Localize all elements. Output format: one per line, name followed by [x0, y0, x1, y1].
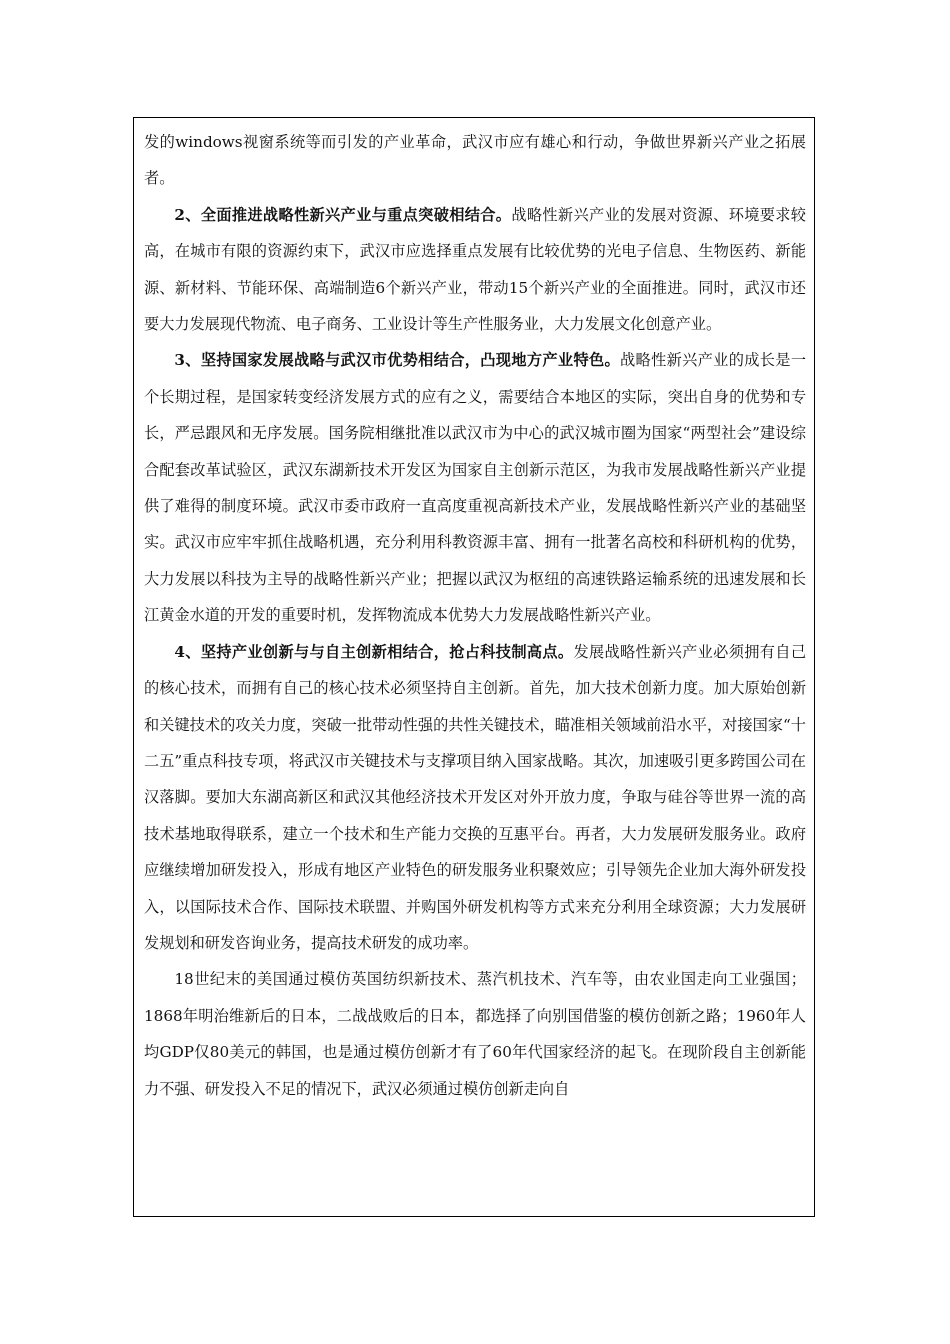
paragraph-text: 发的windows视窗系统等而引发的产业革命，武汉市应有雄心和行动，争做世界新兴产业之拓展者。 [144, 133, 806, 188]
paragraph-heading: 3、坚持国家发展战略与武汉市优势相结合，凸现地方产业特色。 [174, 351, 621, 370]
paragraph-heading: 4、坚持产业创新与与自主创新相结合，抢占科技制高点。 [174, 642, 574, 661]
document-body [144, 124, 806, 1107]
paragraph-point-4 [144, 634, 806, 962]
paragraph-text: 战略性新兴产业的发展对资源、环境要求较高，在城市有限的资源约束下，武汉市应选择重点发展有比较优势的光电子信息、生物医药、新能源、新材料、节能环保、高端制造6个新兴产业，带动15个新兴产业的全面推进。同时，武汉市还要大力发展现代物流、电子商务、工业设计等生产性服务业，大力发展文化创意产业。 [144, 205, 806, 334]
paragraph-point-3 [144, 342, 806, 633]
paragraph-point-2 [144, 197, 806, 343]
paragraph-text: 18世纪末的美国通过模仿英国纺织新技术、蒸汽机技术、汽车等，由农业国走向工业强国；1868年明治维新后的日本，二战战败后的日本，都选择了向别国借鉴的模仿创新之路；1960年人均GDP仅80美元的韩国，也是通过模仿创新才有了60年代国家经济的起飞。在现阶段自主创新能力不强、研发投入不足的情况下，武汉必须通过模仿创新走向自 [144, 970, 806, 1098]
paragraph-continuation [144, 124, 806, 197]
paragraph-text: 战略性新兴产业的成长是一个长期过程，是国家转变经济发展方式的应有之义，需要结合本地区的实际，突出自身的优势和专长，严忌跟风和无序发展。国务院相继批准以武汉市为中心的武汉城市圈为国家“两型社会”建设综合配套改革试验区，武汉东湖新技术开发区为国家自主创新示范区，为我市发展战略性新兴产业提供了难得的制度环境。武汉市委市政府一直高度重视高新技术产业，发展战略性新兴产业的基础坚实。武汉市应牢牢抓住战略机遇，充分利用科教资源丰富、拥有一批著名高校和科研机构的优势，大力发展以科技为主导的战略性新兴产业；把握以武汉为枢纽的高速铁路运输系统的迅速发展和长江黄金水道的开发的重要时机，发挥物流成本优势大力发展战略性新兴产业。 [144, 351, 807, 625]
paragraph-heading: 2、全面推进战略性新兴产业与重点突破相结合。 [174, 205, 512, 224]
paragraph-history [144, 961, 806, 1107]
paragraph-text: 发展战略性新兴产业必须拥有自己的核心技术，而拥有自己的核心技术必须坚持自主创新。首先，加大技术创新力度。加大原始创新和关键技术的攻关力度，突破一批带动性强的共性关键技术，瞄准相关领域前沿水平，对接国家“十二五”重点科技专项，将武汉市关键技术与支撑项目纳入国家战略。其次，加速吸引更多跨国公司在汉落脚。要加大东湖高新区和武汉其他经济技术开发区对外开放力度，争取与硅谷等世界一流的高技术基地取得联系，建立一个技术和生产能力交换的互惠平台。再者，大力发展研发服务业。政府应继续增加研发投入，形成有地区产业特色的研发服务业积聚效应；引导领先企业加大海外研发投入，以国际技术合作、国际技术联盟、并购国外研发机构等方式来充分利用全球资源；大力发展研发规划和研发咨询业务，提高技术研发的成功率。 [144, 642, 807, 952]
